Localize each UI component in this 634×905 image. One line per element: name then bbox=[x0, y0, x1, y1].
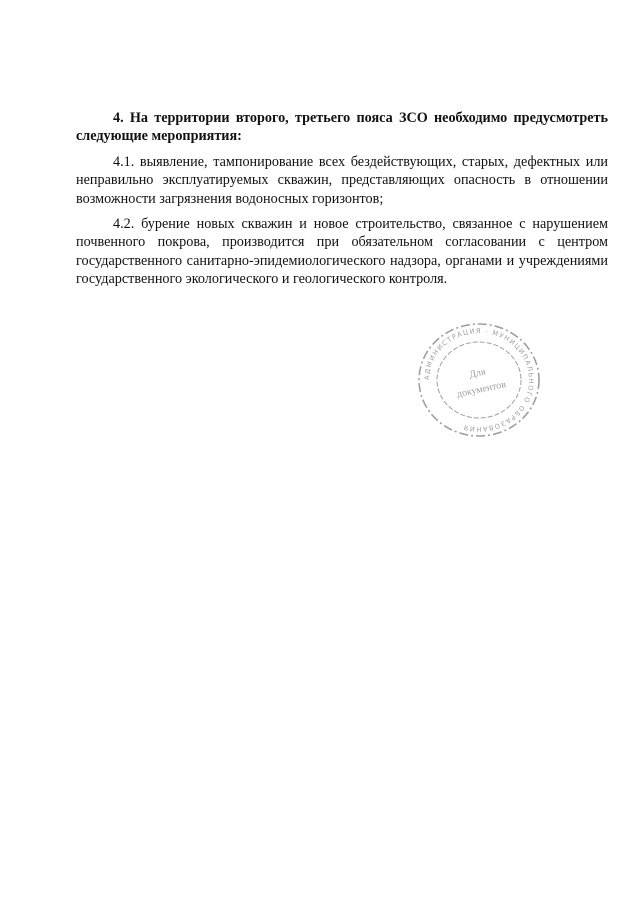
seal-outer-text: АДМИНИСТРАЦИЯ · МУНИЦИПАЛЬНОГО ОБРАЗОВАНИЯ bbox=[422, 326, 536, 434]
seal-ring bbox=[419, 324, 539, 436]
seal-inner-line-1: Для bbox=[468, 366, 487, 381]
clause-4-1: 4.1. выявление, тампонирование всех бездействующих, старых, дефектных или неправильно эксплуатируемых скважин, представляющих опасность в отношении возможности загрязнения водоносных горизонтов; bbox=[76, 153, 608, 207]
clause-4-2: 4.2. бурение новых скважин и новое строительство, связанное с нарушением почвенного покрова, производится при обязательном согласовании с центром государственного санитарно-эпидемиологического надзора, органами и учреждениями государственного экологического и геологического контроля. bbox=[76, 216, 608, 288]
document-body bbox=[76, 109, 608, 289]
section-4-heading: 4. На территории второго, третьего пояса ЗСО необходимо предусмотреть следующие мероприятия: bbox=[76, 110, 608, 145]
svg-text:АДМИНИСТРАЦИЯ · МУНИЦИПАЛЬНОГО bbox=[423, 327, 535, 433]
official-seal-stamp bbox=[414, 320, 544, 440]
seal-inner-line-2: документов bbox=[455, 379, 507, 401]
